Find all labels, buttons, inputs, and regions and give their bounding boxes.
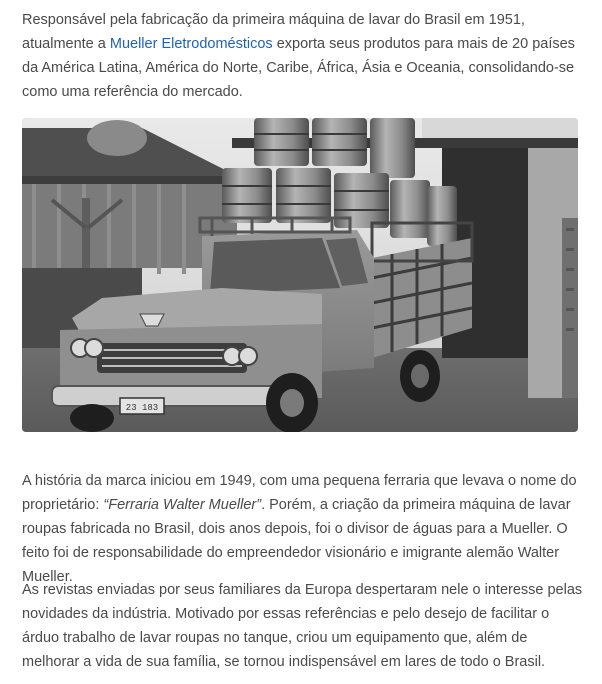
intro-paragraph [22,8,584,104]
intro-text-after-link: exporta seus produtos para mais de 20 países da América Latina, América do Norte, Caribe, África, Ásia e Oceania, consolidando-se como uma referência do mercado. [22,36,575,100]
intro-text-before-link: Responsável pela fabricação da primeira máquina de lavar do Brasil em 1951, atualmente a [22,12,525,52]
ferraria-quote: “Ferraria Walter Mueller” [103,497,262,513]
mueller-link[interactable]: Mueller Eletrodomésticos [109,36,273,52]
license-plate-text: 23 183 [125,403,159,413]
history-paragraph [22,469,584,589]
history-text-after-quote: . Porém, a criação da primeira máquina de lavar roupas fabricada no Brasil, dois anos depois, foi o divisor de águas para a Mueller. O feito foi de responsabilidade do empreendedor visionário e imigrante alemão Walter Mueller. [22,497,571,585]
history-text-before-quote: A história da marca iniciou em 1949, com uma pequena ferraria que levava o nome do proprietário: [22,473,577,513]
historic-truck-photo [22,118,578,432]
magazines-paragraph: As revistas enviadas por seus familiares da Europa despertaram nele o interesse pelas novidades da indústria. Motivado por essas referências e pelo desejo de facilitar o árduo trabalho de lavar roupas no tanque, criou um equipamento que, além de melhorar a vida de sua família, se tornou indispensável em lares de todo o Brasil. [22,582,583,670]
